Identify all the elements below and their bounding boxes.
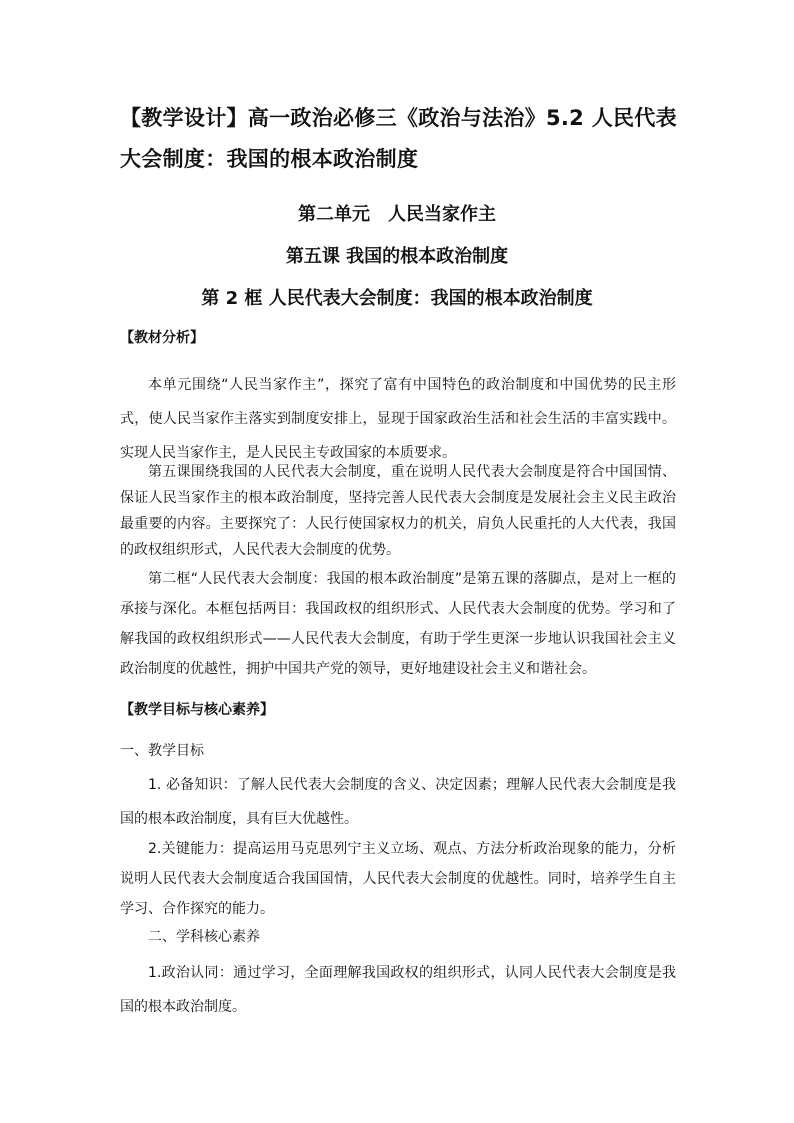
goals-subheading-literacy: 二、学科核心素养 <box>148 929 260 945</box>
goals-heading: 【教学目标与核心素养】 <box>120 702 274 718</box>
unit-heading: 第二单元 人民当家作主 <box>298 204 496 225</box>
goal-item-knowledge: 1. 必备知识：了解人民代表大会制度的含义、决定因素；理解人民代表大会制度是我国的根本政治制度，具有巨大优越性。 <box>120 777 676 827</box>
goal-item-political-identity: 1.政治认同：通过学习，全面理解我国政权的组织形式，认同人民代表大会制度是我国的根本政治制度。 <box>120 965 676 1015</box>
goals-subheading-objectives: 一、教学目标 <box>120 743 204 759</box>
goal-item-ability: 2.关键能力：提高运用马克思列宁主义立场、观点、方法分析政治现象的能力，分析说明人民代表大会制度适合我国国情，人民代表大会制度的优越性。同时，培养学生自主学习、合作探究的能力。 <box>120 841 676 917</box>
analysis-paragraph-2: 第五课围绕我国的人民代表大会制度，重在说明人民代表大会制度是符合中国国情、保证人民当家作主的根本政治制度，坚持完善人民代表大会制度是发展社会主义民主政治最重要的内容。主要探究了：人民行使国家权力的机关，肩负人民重托的人大代表，我国的政权组织形式，人民代表大会制度的优势。 <box>120 464 676 558</box>
analysis-paragraph-3: 第二框“人民代表大会制度：我国的根本政治制度”是第五课的落脚点，是对上一框的承接与深化。本框包括两目：我国政权的组织形式、人民代表大会制度的优势。学习和了解我国的政权组织形式——人民代表大会制度，有助于学生更深一步地认识我国社会主义政治制度的优越性，拥护中国共产党的领导，更好地建设社会主义和谐社会。 <box>120 571 676 677</box>
lesson-heading: 第五课 我国的根本政治制度 <box>285 246 509 267</box>
frame-heading: 第 2 框 人民代表大会制度：我国的根本政治制度 <box>201 288 593 309</box>
document-title: 【教学设计】高一政治必修三《政治与法治》5.2 人民代表大会制度：我国的根本政治制度 <box>120 106 677 171</box>
analysis-paragraph-1: 本单元围绕“人民当家作主”，探究了富有中国特色的政治制度和中国优势的民主形式，使人民当家作主落实到制度安排上，显现于国家政治生活和社会生活的丰富实践中。实现人民当家作主，是人民民主专政国家的本质要求。 <box>120 377 676 461</box>
analysis-heading: 【教材分析】 <box>120 330 204 346</box>
